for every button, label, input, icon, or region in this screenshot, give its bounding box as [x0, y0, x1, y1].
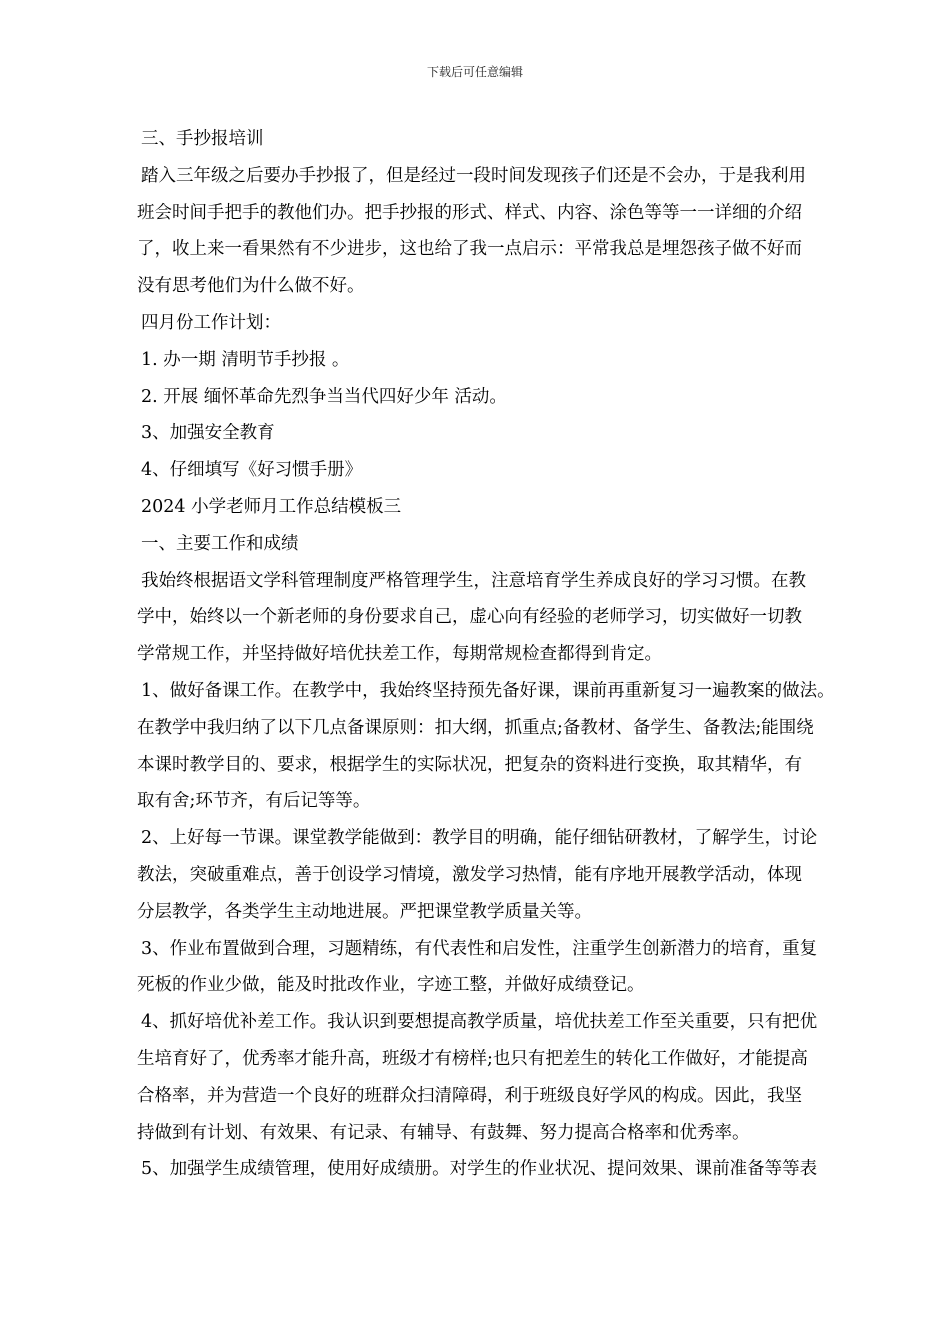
page-header: 下载后可任意编辑 — [426, 65, 523, 79]
text-line: 教法，突破重难点，善于创设学习情境，激发学习热情，能有序地开展教学活动，体现 — [137, 864, 802, 885]
text-line: 1. 办一期 清明节手抄报 。 — [141, 349, 350, 370]
text-line: 班会时间手把手的教他们办。把手抄报的形式、样式、内容、涂色等等一一详细的介绍 — [137, 202, 802, 223]
text-line: 本课时教学目的、要求，根据学生的实际状况，把复杂的资料进行变换，取其精华，有 — [137, 754, 802, 775]
text-line: 持做到有计划、有效果、有记录、有辅导、有鼓舞、努力提高合格率和优秀率。 — [137, 1122, 750, 1143]
text-line: 2. 开展 缅怀革命先烈争当当代四好少年 活动。 — [141, 386, 507, 407]
text-line: 学常规工作，并坚持做好培优扶差工作，每期常规检查都得到肯定。 — [137, 644, 662, 665]
text-line: 学中，始终以一个新老师的身份要求自己，虚心向有经验的老师学习，切实做好一切教 — [137, 607, 802, 628]
document-body — [137, 121, 897, 1188]
text-line: 四月份工作计划： — [141, 312, 281, 333]
text-line: 2024 小学老师月工作总结模板三 — [141, 496, 402, 517]
text-line: 3、作业布置做到合理，习题精练，有代表性和启发性，注重学生创新潜力的培育，重复 — [141, 938, 818, 959]
text-line: 分层教学，各类学生主动地进展。严把课堂教学质量关等。 — [137, 901, 592, 922]
text-line: 生培育好了，优秀率才能升高，班级才有榜样;也只有把差生的转化工作做好，才能提高 — [137, 1048, 808, 1069]
text-line: 没有思考他们为什么做不好。 — [137, 276, 365, 297]
text-line: 踏入三年级之后要办手抄报了，但是经过一段时间发现孩子们还是不会办，于是我利用 — [141, 165, 806, 186]
text-line: 合格率，并为营造一个良好的班群众扫清障碍，利于班级良好学风的构成。因此，我坚 — [137, 1085, 802, 1106]
text-line: 我始终根据语文学科管理制度严格管理学生，注意培育学生养成良好的学习习惯。在教 — [141, 570, 806, 591]
text-line: 取有舍;环节齐，有后记等等。 — [137, 791, 371, 812]
text-line: 一、主要工作和成绩 — [141, 533, 299, 554]
text-line: 1、做好备课工作。在教学中，我始终坚持预先备好课，课前再重新复习一遍教案的做法。 — [141, 680, 835, 701]
text-line: 2、上好每一节课。课堂教学能做到：教学目的明确，能仔细钻研教材，了解学生，讨论 — [141, 828, 818, 849]
text-line: 3、加强安全教育 — [141, 423, 275, 444]
text-line: 5、加强学生成绩管理，使用好成绩册。对学生的作业状况、提问效果、课前准备等等表 — [141, 1159, 818, 1180]
text-line: 三、手抄报培训 — [141, 129, 264, 149]
text-line: 死板的作业少做，能及时批改作业，字迹工整，并做好成绩登记。 — [137, 975, 645, 996]
text-line: 在教学中我归纳了以下几点备课原则：扣大纲，抓重点;备教材、备学生、备教法;能围绕 — [137, 717, 814, 738]
text-line: 4、抓好培优补差工作。我认识到要想提高教学质量，培优扶差工作至关重要，只有把优 — [141, 1012, 818, 1033]
text-line: 4、仔细填写《好习惯手册》 — [141, 460, 363, 481]
text-line: 了，收上来一看果然有不少进步，这也给了我一点启示：平常我总是埋怨孩子做不好而 — [137, 239, 802, 260]
